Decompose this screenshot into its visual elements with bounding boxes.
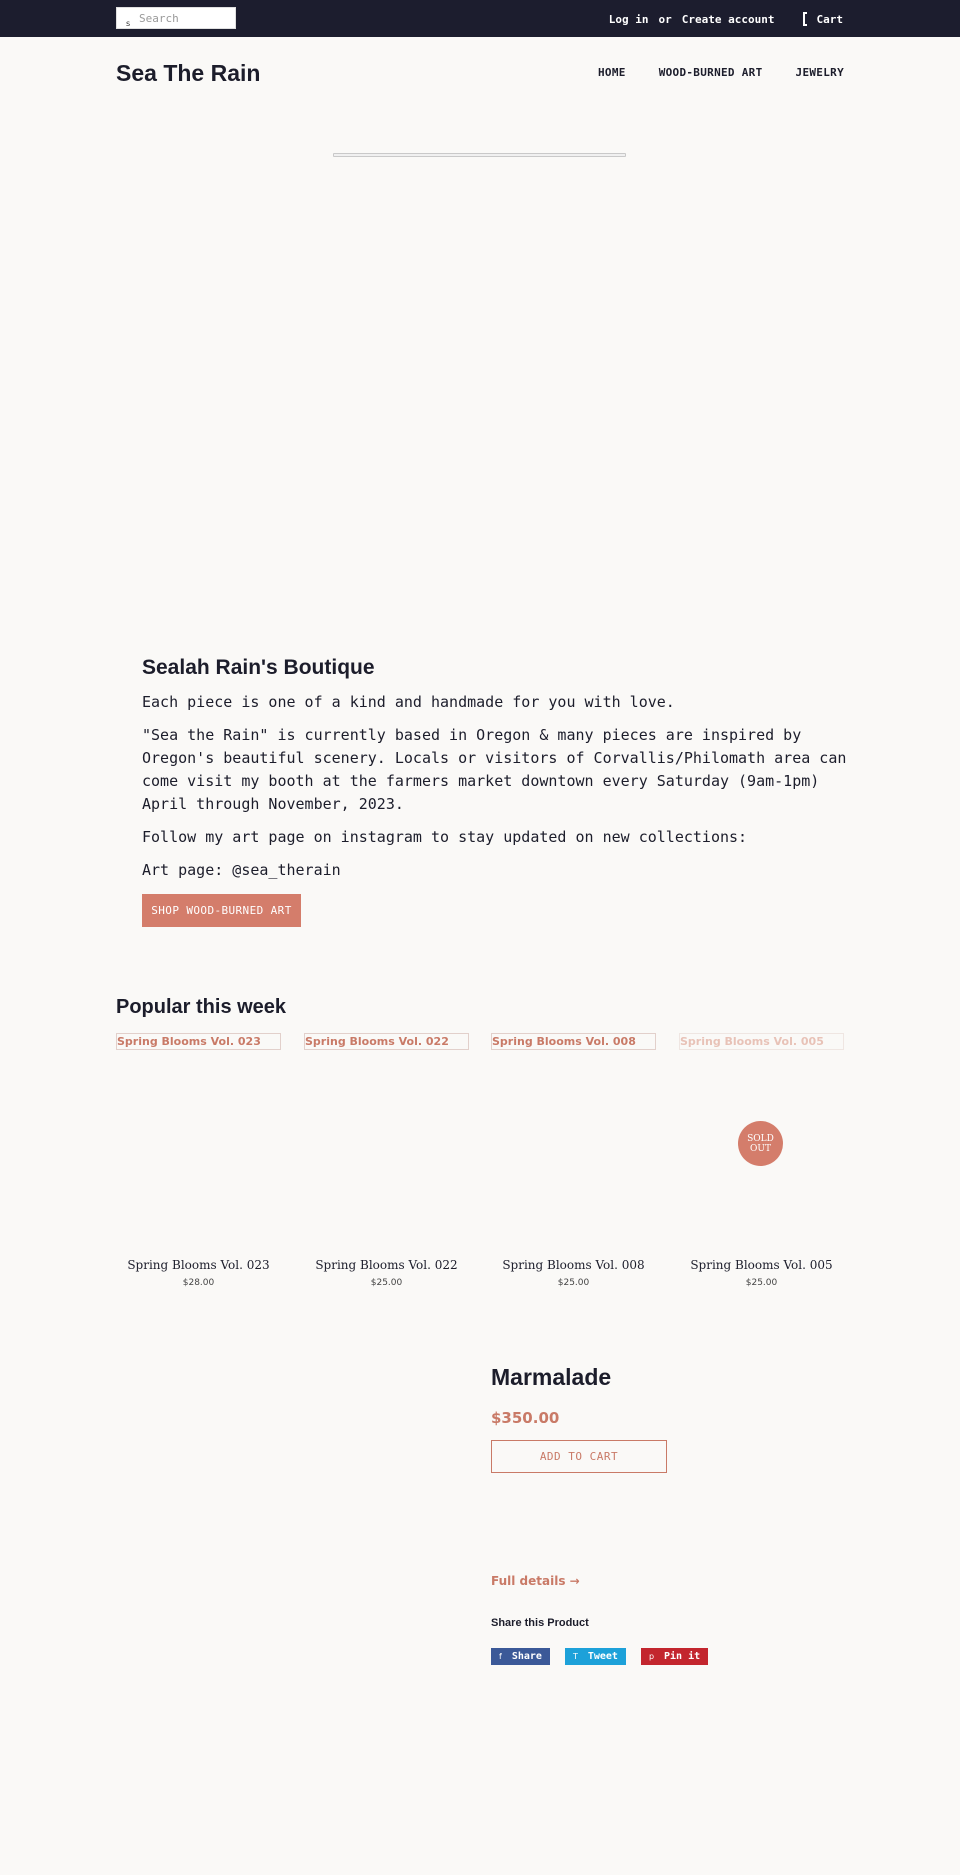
intro-paragraph: Each piece is one of a kind and handmade for you with love. [142, 693, 675, 711]
or-text: or [658, 12, 672, 26]
login-link[interactable]: Log in [608, 12, 649, 26]
section-title: Sealah Rain's Boutique [142, 656, 375, 679]
slideshow-loading-bar [333, 153, 626, 157]
nav-item-wood-burned-art[interactable]: WOOD-BURNED ART [658, 66, 763, 79]
shop-wood-burned-art-button[interactable]: SHOP WOOD-BURNED ART [142, 894, 301, 927]
search-input[interactable] [139, 8, 235, 28]
nav-item-jewelry[interactable]: JEWELRY [795, 66, 844, 79]
product-title[interactable]: Spring Blooms Vol. 023 [127, 1258, 270, 1272]
facebook-icon: f [499, 1652, 502, 1661]
product-title[interactable]: Spring Blooms Vol. 008 [502, 1258, 645, 1272]
product-image[interactable]: Spring Blooms Vol. 008 [491, 1033, 656, 1050]
site-header [116, 56, 844, 92]
cart-label[interactable]: Cart [816, 12, 843, 26]
product-title[interactable]: Spring Blooms Vol. 005 [690, 1258, 833, 1272]
product-price: $25.00 [745, 1278, 778, 1288]
product-card[interactable] [491, 1033, 656, 1293]
cart-link[interactable] [803, 12, 844, 26]
share-buttons [491, 1648, 723, 1665]
product-image[interactable]: Spring Blooms Vol. 022 [304, 1033, 469, 1050]
search-box[interactable] [116, 7, 236, 29]
location-paragraph: "Sea the Rain" is currently based in Oregon & many pieces are inspired by Oregon's beautiful scenery. Locals or visitors of Corvallis/Philomath area can come visit my booth at the farmers market downtown every Saturday (9am-1pm) April through November, 2023. [142, 726, 847, 813]
popular-section-title: Popular this week [116, 996, 287, 1018]
product-card[interactable] [304, 1033, 469, 1293]
main-nav [565, 66, 844, 79]
product-price: $28.00 [182, 1278, 215, 1288]
share-pinterest-button[interactable] [641, 1648, 708, 1665]
create-account-link[interactable]: Create account [681, 12, 775, 26]
rich-text-section [142, 656, 852, 927]
tweet-label: Tweet [587, 1651, 618, 1662]
instagram-paragraph: Follow my art page on instagram to stay updated on new collections: [142, 828, 748, 846]
art-page-paragraph: Art page: @sea_therain [142, 861, 341, 879]
twitter-icon: T [572, 1652, 578, 1661]
add-to-cart-button[interactable]: ADD TO CART [491, 1440, 667, 1473]
pin-label: Pin it [664, 1651, 701, 1662]
share-facebook-button[interactable] [491, 1648, 550, 1665]
share-label: Share [511, 1651, 542, 1662]
featured-product-title: Marmalade [491, 1364, 612, 1390]
top-bar [0, 0, 960, 37]
product-price: $25.00 [370, 1278, 403, 1288]
nav-item-home[interactable]: HOME [597, 66, 626, 79]
sold-out-badge: SOLD OUT [738, 1121, 783, 1166]
product-card[interactable] [116, 1033, 281, 1293]
share-twitter-button[interactable] [565, 1648, 626, 1665]
featured-product [491, 1364, 844, 1662]
product-image[interactable]: Spring Blooms Vol. 005 [679, 1033, 844, 1050]
product-title[interactable]: Spring Blooms Vol. 022 [315, 1258, 458, 1272]
featured-product-price: $350.00 [491, 1409, 560, 1427]
share-title: Share this Product [491, 1617, 589, 1629]
site-logo[interactable]: Sea The Rain [116, 60, 261, 86]
account-links [609, 11, 843, 27]
product-price: $25.00 [557, 1278, 590, 1288]
product-image[interactable]: Spring Blooms Vol. 023 [116, 1033, 281, 1050]
product-grid [116, 1033, 844, 1293]
search-icon[interactable]: s [126, 19, 131, 28]
full-details-link[interactable]: Full details → [491, 1574, 580, 1588]
cart-icon[interactable] [803, 12, 807, 26]
pinterest-icon: p [648, 1652, 655, 1661]
